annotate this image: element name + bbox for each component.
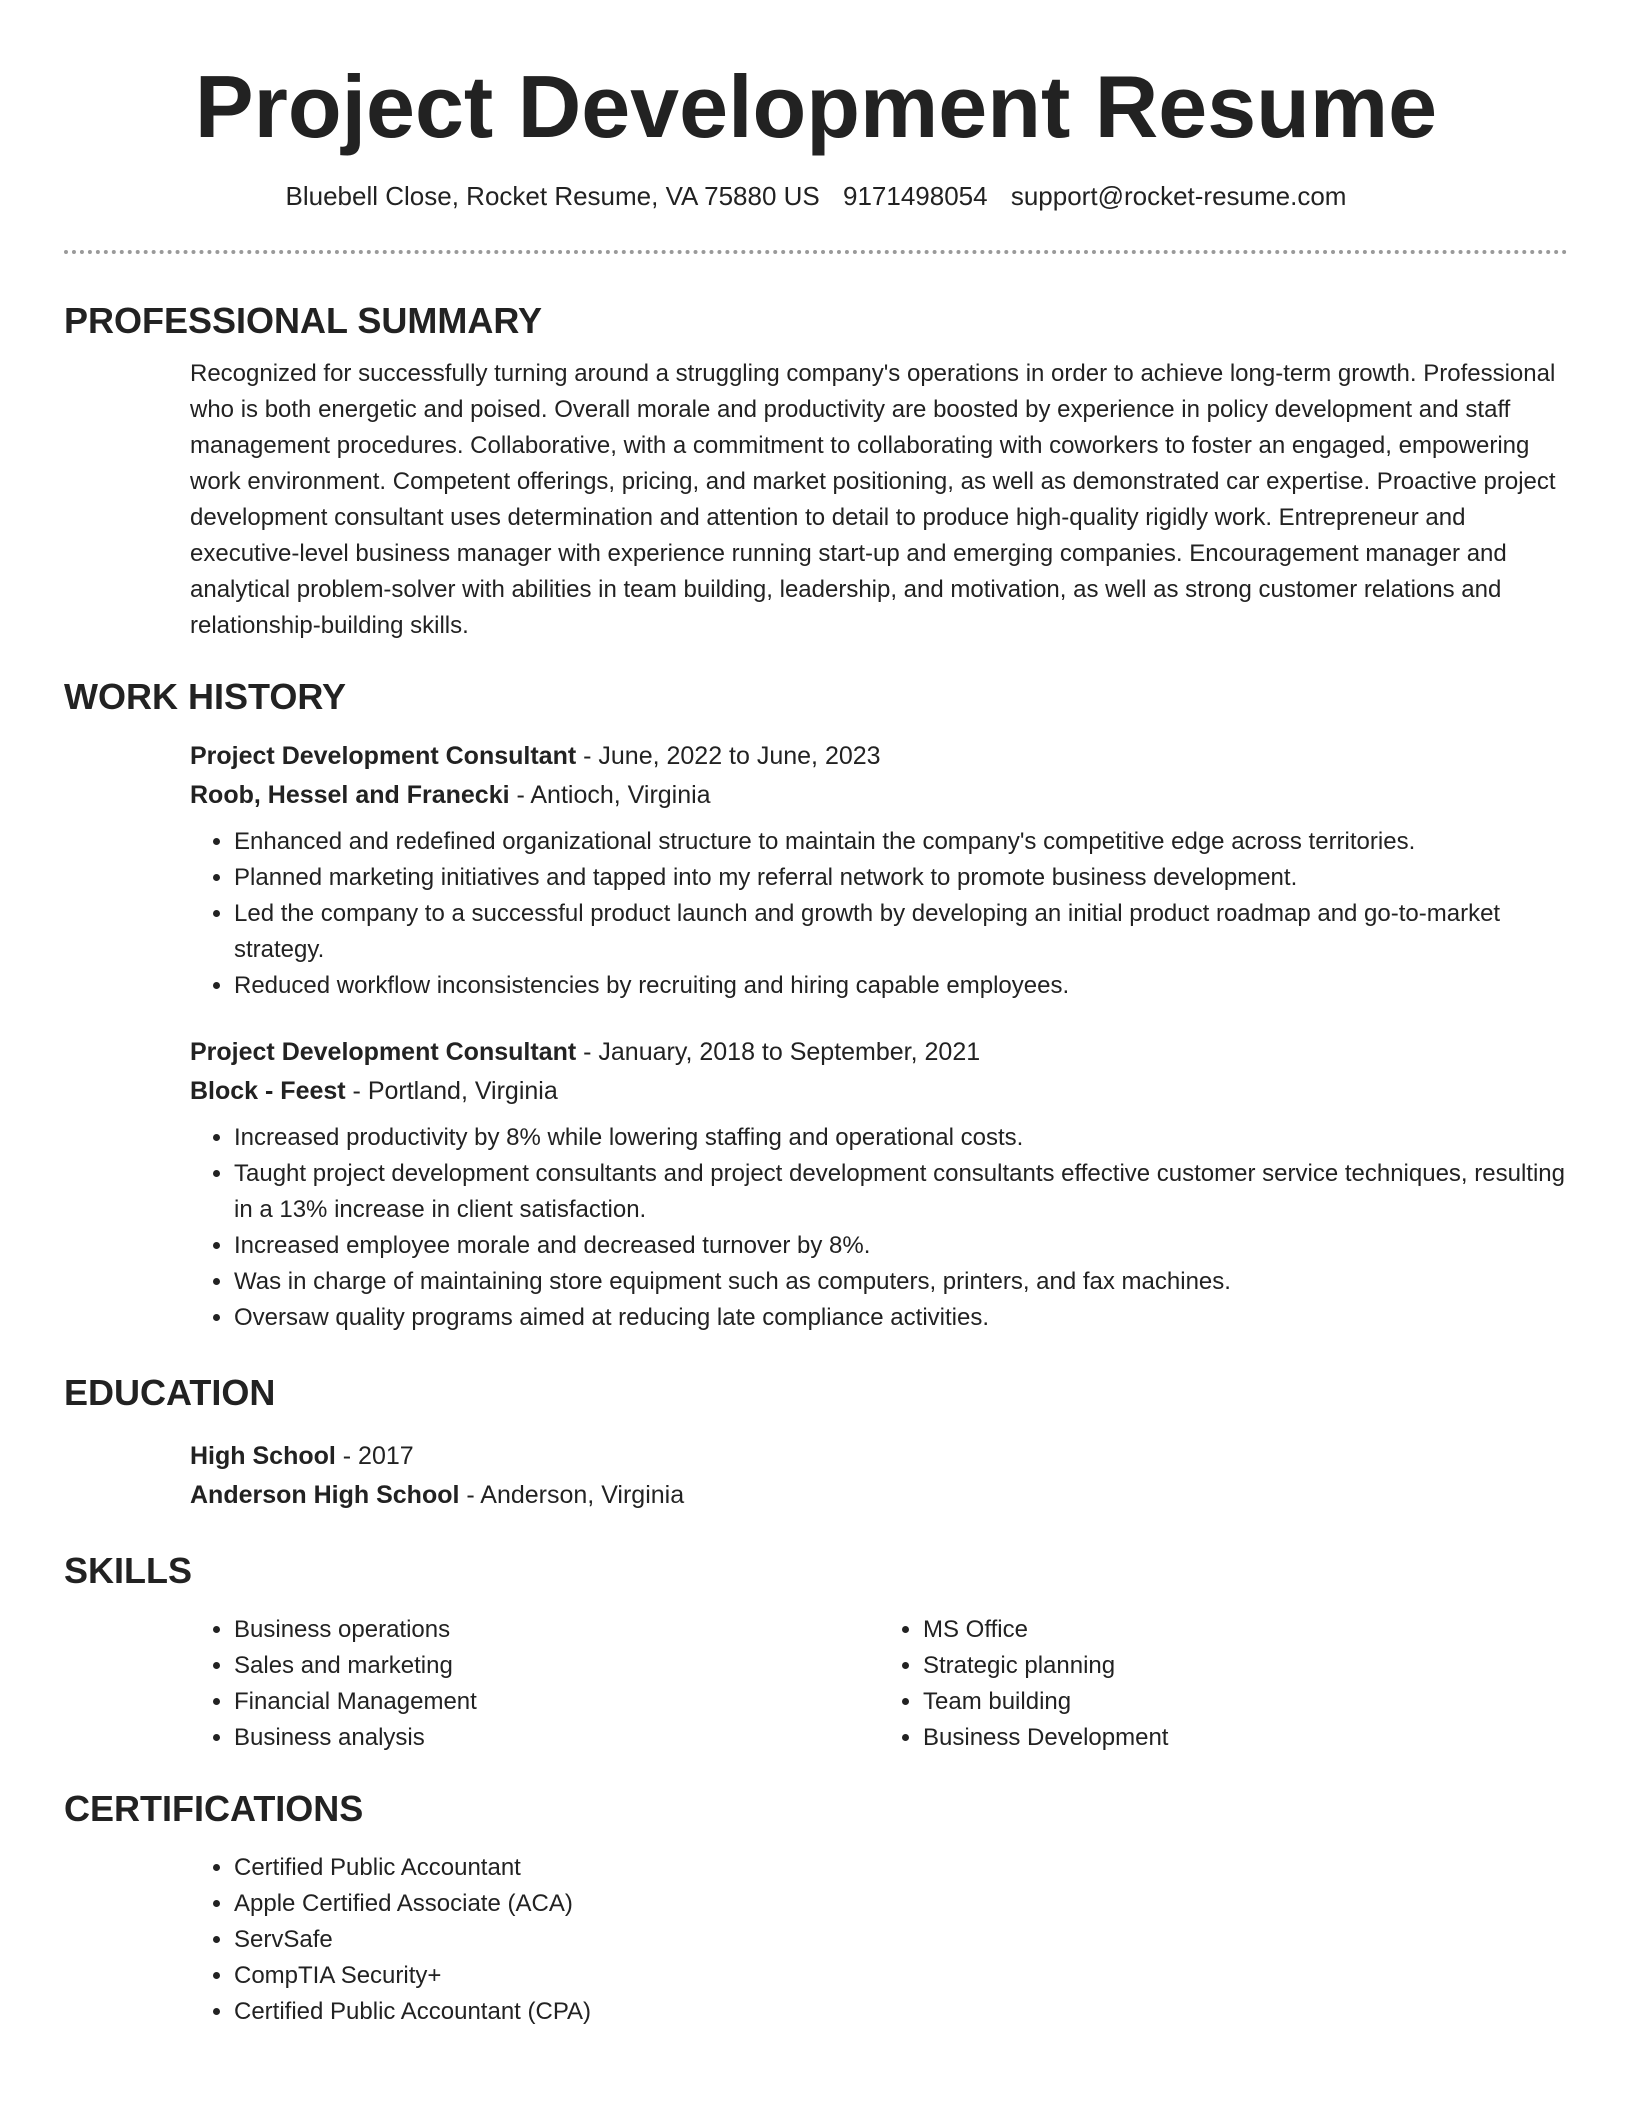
skill-item: • Business operations — [234, 1612, 879, 1648]
skill-item: • Business Development — [923, 1720, 1568, 1756]
job-entry — [190, 1032, 1568, 1336]
work-history-heading: WORK HISTORY — [64, 676, 347, 717]
job-dates: - June, 2022 to June, 2023 — [576, 742, 881, 770]
skills-grid — [190, 1612, 1568, 1756]
contact-email: support@rocket-resume.com — [1010, 181, 1347, 211]
summary-text: Recognized for successfully turning around a struggling company's operations in order to achieve long-term growth. Professional who is both energetic and poised. Overall morale and productivity are boosted by experience in policy development and staff management procedures. Collaborative, with a commitment to collaborating with coworkers to foster an engaged, empowering work environment. Competent offerings, pricing, and market positioning, as well as demonstrated car expertise. Proactive project development consultant uses determination and attention to detail to produce high-quality rigidly work. Entrepreneur and executive-level business manager with experience running start-up and emerging companies. Encouragement manager and analytical problem-solver with abilities in team building, leadership, and motivation, as well as strong customer relations and relationship-building skills. — [190, 360, 1556, 639]
job-title-line — [190, 736, 1568, 776]
skills-heading: SKILLS — [64, 1550, 193, 1591]
degree: High School — [190, 1442, 336, 1470]
company-line — [190, 776, 1568, 814]
job-bullet: • Taught project development consultants and project development consultants effective customer service techniques, resulting in a 13% increase in client satisfaction. — [234, 1156, 1568, 1228]
job-bullets — [190, 1120, 1568, 1336]
resume-content — [64, 292, 1568, 2030]
job-bullet: • Reduced workflow inconsistencies by recruiting and hiring capable employees. — [234, 968, 1568, 1004]
resume-title: Project Development Resume — [194, 57, 1438, 156]
company-line — [190, 1072, 1568, 1110]
skills-column-left — [190, 1612, 879, 1756]
skill-item: • Sales and marketing — [234, 1648, 879, 1684]
job-bullet: • Increased productivity by 8% while lowering staffing and operational costs. — [234, 1120, 1568, 1156]
certification-item: • Certified Public Accountant — [234, 1850, 1568, 1886]
school-name: Anderson High School — [190, 1481, 460, 1509]
degree-line — [190, 1436, 1568, 1476]
company-name: Block - Feest — [190, 1077, 346, 1105]
skill-item: • Strategic planning — [923, 1648, 1568, 1684]
job-title-line — [190, 1032, 1568, 1072]
summary-heading: PROFESSIONAL SUMMARY — [64, 300, 543, 341]
header-divider — [64, 250, 1568, 254]
certifications-list — [190, 1850, 1568, 2030]
school-location: - Anderson, Virginia — [459, 1481, 685, 1509]
skills-column-right — [879, 1612, 1568, 1756]
job-bullet: • Increased employee morale and decreased turnover by 8%. — [234, 1228, 1568, 1264]
job-bullets — [190, 824, 1568, 1004]
skill-item: • Business analysis — [234, 1720, 879, 1756]
contact-line — [0, 176, 1632, 216]
job-title: Project Development Consultant — [190, 1038, 577, 1066]
school-line — [190, 1476, 1568, 1514]
skill-item: • Team building — [923, 1684, 1568, 1720]
company-name: Roob, Hessel and Franecki — [190, 781, 510, 809]
certification-item: • ServSafe — [234, 1922, 1568, 1958]
skill-item: • MS Office — [923, 1612, 1568, 1648]
job-entry — [190, 736, 1568, 1004]
certification-item: • Certified Public Accountant (CPA) — [234, 1994, 1568, 2030]
skill-item: • Financial Management — [234, 1684, 879, 1720]
job-bullet: • Oversaw quality programs aimed at reducing late compliance activities. — [234, 1300, 1568, 1336]
contact-address: Bluebell Close, Rocket Resume, VA 75880 US — [285, 181, 820, 211]
work-history-list — [190, 736, 1568, 1336]
certification-item: • Apple Certified Associate (ACA) — [234, 1886, 1568, 1922]
company-location: - Antioch, Virginia — [509, 781, 711, 809]
job-dates: - January, 2018 to September, 2021 — [576, 1038, 981, 1066]
graduation-year: - 2017 — [335, 1442, 414, 1470]
education-heading: EDUCATION — [64, 1372, 276, 1413]
job-bullet: • Led the company to a successful product launch and growth by developing an initial product roadmap and go-to-market strategy. — [234, 896, 1568, 968]
job-title: Project Development Consultant — [190, 742, 577, 770]
certifications-heading: CERTIFICATIONS — [64, 1788, 364, 1829]
certification-items — [190, 1850, 1568, 2030]
company-location: - Portland, Virginia — [345, 1077, 558, 1105]
job-bullet: • Enhanced and redefined organizational structure to maintain the company's competitive edge across territories. — [234, 824, 1568, 860]
job-bullet: • Was in charge of maintaining store equipment such as computers, printers, and fax machines. — [234, 1264, 1568, 1300]
contact-phone: 9171498054 — [843, 181, 988, 211]
certification-item: • CompTIA Security+ — [234, 1958, 1568, 1994]
education-entry — [190, 1436, 1568, 1514]
job-bullet: • Planned marketing initiatives and tapped into my referral network to promote business development. — [234, 860, 1568, 896]
